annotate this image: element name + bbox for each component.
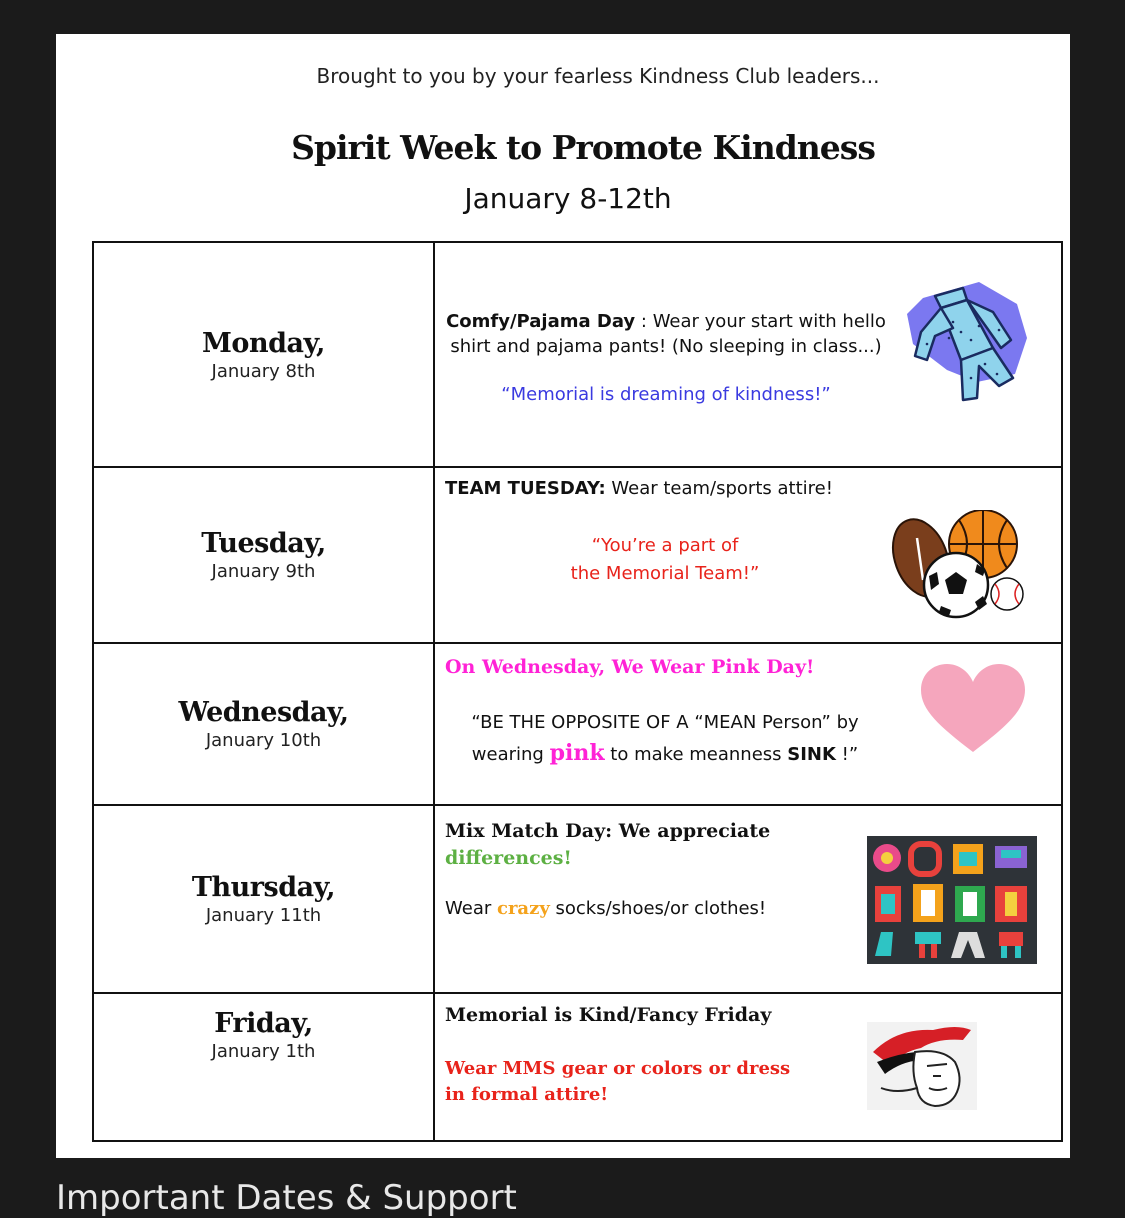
description-cell bbox=[434, 467, 1062, 643]
theme-label: TEAM TUESDAY: bbox=[445, 478, 606, 499]
description-cell bbox=[434, 805, 1062, 993]
day-date: January 1th bbox=[211, 1041, 316, 1062]
sink-word: SINK bbox=[787, 744, 836, 765]
table-row bbox=[93, 467, 1062, 643]
day-name: Thursday, bbox=[191, 872, 336, 903]
wednesday-description: “BE THE OPPOSITE OF A “MEAN Person” by wearing pink to make meanness SINK !” bbox=[471, 712, 859, 766]
table-row bbox=[93, 643, 1062, 805]
pajamas-icon bbox=[901, 278, 1031, 412]
description-cell bbox=[434, 242, 1062, 467]
mix-match-clothes-icon bbox=[867, 836, 1037, 968]
day-name: Wednesday, bbox=[178, 697, 349, 728]
day-cell bbox=[93, 805, 434, 993]
mascot-icon bbox=[867, 1022, 977, 1114]
wear-text: Wear crazy socks/shoes/or clothes! bbox=[445, 898, 767, 919]
table-row bbox=[93, 805, 1062, 993]
next-section-heading-partial: Important Dates & Support bbox=[56, 1178, 517, 1218]
flyer-document bbox=[56, 34, 1070, 1158]
table-row bbox=[93, 993, 1062, 1141]
day-cell bbox=[93, 643, 434, 805]
quote-text: “You’re a part of the Memorial Team!” bbox=[570, 535, 760, 584]
description-cell bbox=[434, 643, 1062, 805]
page-title: Spirit Week to Promote Kindness bbox=[291, 128, 875, 167]
differences-word: differences! bbox=[445, 847, 572, 869]
day-date: January 8th bbox=[211, 360, 316, 382]
theme-label: Memorial is Kind/Fancy Friday bbox=[445, 1004, 772, 1026]
intro-text: Brought to you by your fearless Kindness Club leaders... bbox=[316, 64, 880, 88]
tuesday-theme bbox=[445, 478, 833, 499]
day-date: January 11th bbox=[205, 905, 322, 926]
theme-label: On Wednesday, We Wear Pink Day! bbox=[445, 656, 815, 678]
spirit-week-table bbox=[92, 241, 1063, 1142]
day-name: Friday, bbox=[214, 1008, 313, 1039]
monday-description: Comfy/Pajama Day : Wear your start with hello shirt and pajama pants! (No sleeping in class...) “Memorial is dreaming of kindness!” bbox=[441, 309, 891, 405]
sports-balls-icon bbox=[891, 510, 1031, 624]
day-name: Monday, bbox=[202, 327, 325, 359]
day-date: January 10th bbox=[205, 730, 322, 751]
crazy-word: crazy bbox=[496, 898, 550, 919]
day-cell bbox=[93, 993, 434, 1141]
pink-word: pink bbox=[549, 740, 605, 766]
date-range: January 8-12th bbox=[464, 182, 672, 215]
dress-instruction: Wear MMS gear or colors or dress in formal attire! bbox=[445, 1058, 791, 1105]
day-date: January 9th bbox=[211, 561, 316, 582]
theme-text: Wear your start with hello shirt and pajama pants! (No sleeping in class...) bbox=[450, 311, 886, 357]
theme-label: Comfy/Pajama Day bbox=[446, 311, 636, 332]
theme-text: Wear team/sports attire! bbox=[605, 478, 833, 499]
table-row bbox=[93, 242, 1062, 467]
quote-text: “Memorial is dreaming of kindness!” bbox=[501, 384, 831, 405]
day-cell bbox=[93, 242, 434, 467]
theme-label: Mix Match Day: We appreciate differences! bbox=[445, 818, 770, 872]
day-name: Tuesday, bbox=[201, 528, 326, 559]
day-cell bbox=[93, 467, 434, 643]
description-cell bbox=[434, 993, 1062, 1141]
heart-icon bbox=[919, 664, 1027, 758]
